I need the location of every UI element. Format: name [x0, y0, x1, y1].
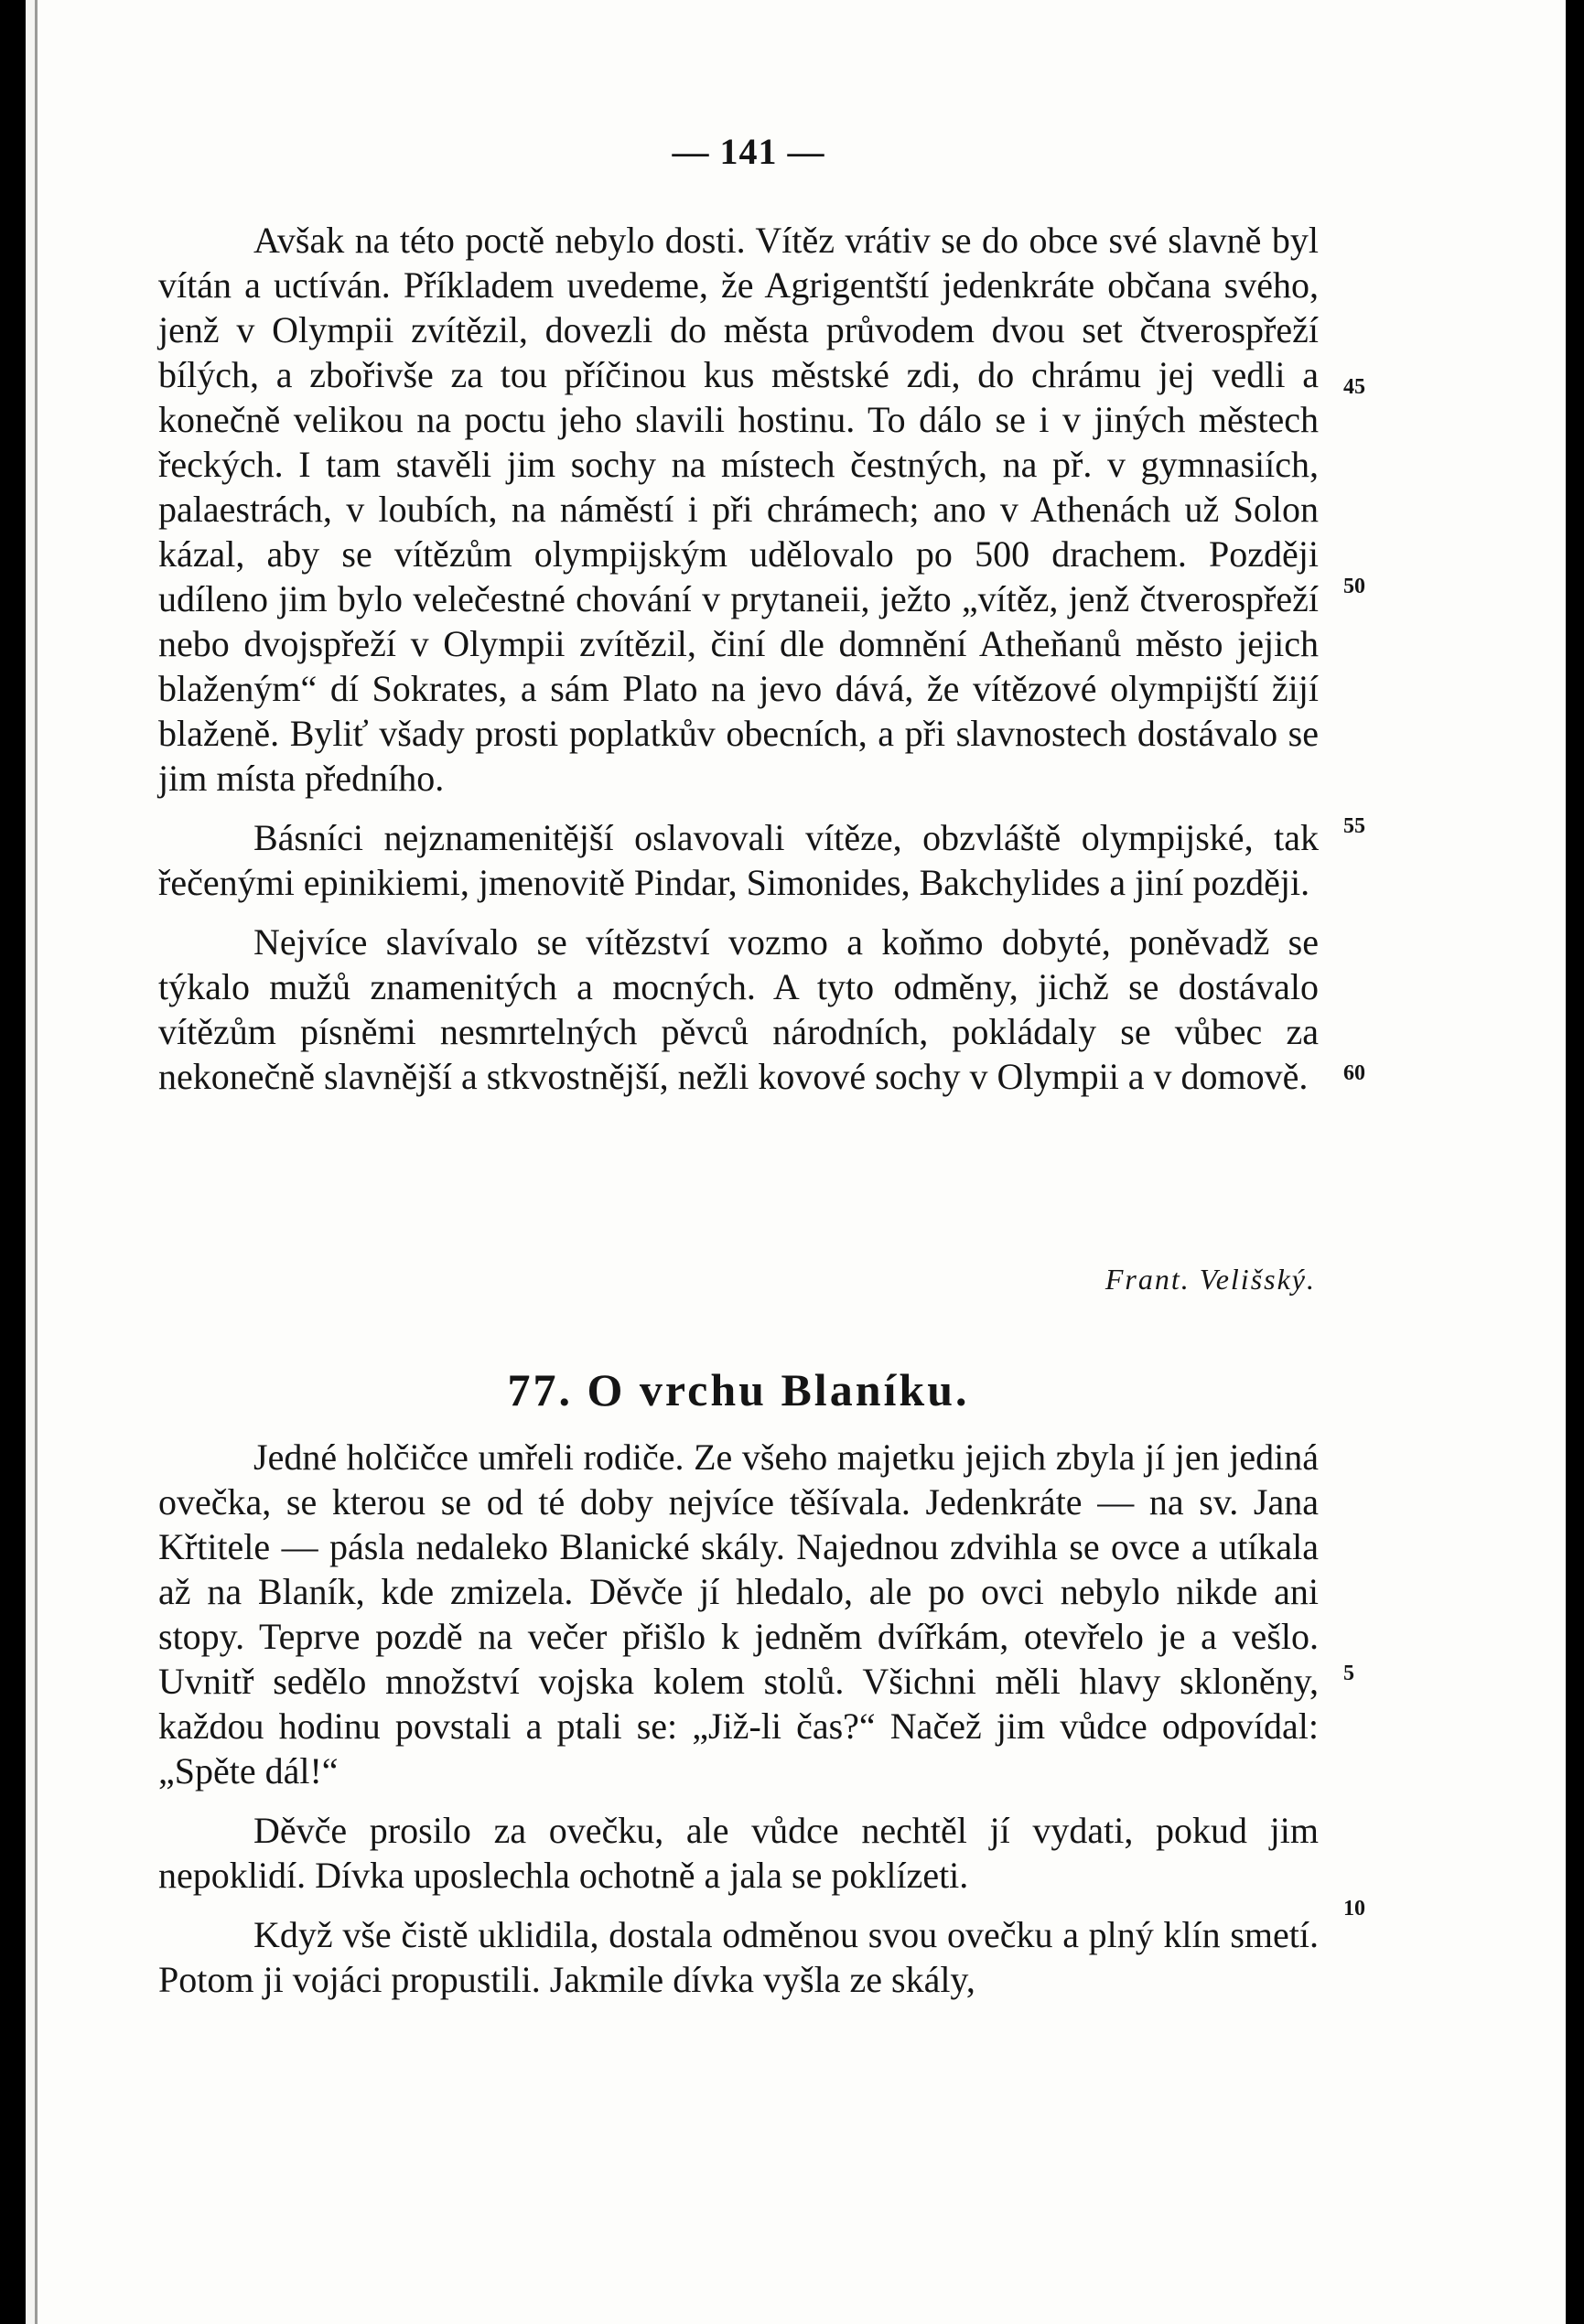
section-title: 77. O vrchu Blaníku.	[507, 1364, 970, 1415]
paragraph: Děvče prosilo za ovečku, ale vůdce nechtěl jí vydati, pokud jim nepoklidí. Dívka uposlechla ochotně a jala se poklízeti.	[158, 1810, 1319, 1896]
paragraph: Jedné holčičce umřeli rodiče. Ze všeho majetku jejich zbyla jí jen jediná ovečka, se kterou se od té doby nejvíce těšívala. Jedenkráte — na sv. Jana Křtitele — pásla nedaleko Blanické skály. Najednou zdvihla se ovce a utíkala až na Blaník, kde zmizela. Děvče jí hledalo, ale po ovci nebylo nikde ani stopy. Teprve pozdě na večer přišlo k jedněm dvířkám, otevřelo je a vešlo. Uvnitř sedělo množství vojska kolem stolů. Všichni měli hlavy skloněny, každou hodinu povstali a ptali se: „Již-li čas?“ Načež jim vůdce odpovídal: „Spěte dál!“	[158, 1436, 1319, 1791]
book-page	[26, 0, 1566, 2324]
paragraph: Když vše čistě uklidila, dostala odměnou svou ovečku a plný klín smetí. Potom ji vojáci propustili. Jakmile dívka vyšla ze skály,	[158, 1914, 1319, 2000]
margin-line-number: 60	[1343, 1061, 1365, 1085]
margin-line-number: 10	[1343, 1897, 1365, 1921]
margin-line-number: 55	[1343, 814, 1365, 838]
section-2-text	[158, 1435, 1319, 2017]
paragraph: Nejvíce slavívalo se vítězství vozmo a koňmo dobyté, poněvadž se týkalo mužů znamenitých a mocných. A tyto odměny, jichž se dostávalo vítězům písněmi nesmrtelných pěvců národních, pokládaly se vůbec za nekonečně slavnější a stkvostnější, nežli kovové sochy v Olympii a v domově.	[158, 921, 1319, 1097]
margin-line-number: 45	[1343, 375, 1365, 399]
margin-line-number: 50	[1343, 575, 1365, 598]
paragraph: Avšak na této poctě nebylo dosti. Vítěz vrátiv se do obce své slavně byl vítán a uctíván. Příkladem uvedeme, že Agrigentští jedenkráte občana svého, jenž v Olympii zvítězil, dovezli do města průvodem dvou set čtverospřeží bílých, a zbořivše za tou příčinou kus městské zdi, do chrámu jej vedli a konečně velikou na poctu jeho slavili hostinu. To dálo se i v jiných městech řeckých. I tam stavěli jim sochy na místech čestných, na př. v gymnasiích, palaestrách, v loubích, na náměstí i při chrámech; ano v Athenách už Solon kázal, aby se vítězům olympijským udělovalo po 500 drachem. Později udíleno jim bylo velečestné chování v prytaneii, ježto „vítěz, jenž čtverospřeží nebo dvojspřeží v Olympii zvítězil, činí dle domnění Atheňanů město jejich blaženým“ dí Sokrates, a sám Plato na jevo dává, že vítězové olympijští žijí blaženě. Byliť všady prosti poplatkův obecních, a při slavnostech dostávalo se jim místa předního.	[158, 220, 1319, 799]
author-signature: Frant. Velišský.	[1104, 1263, 1316, 1296]
page-edge	[26, 0, 38, 2324]
section-1-text	[158, 218, 1319, 1114]
page-number: — 141 —	[672, 131, 825, 172]
margin-line-number: 5	[1343, 1662, 1354, 1685]
paragraph: Básníci nejznamenitější oslavovali vítěze, obzvláště olympijské, tak řečenými epinikiemi, jmenovitě Pindar, Simonides, Bakchylides a jiní později.	[158, 817, 1319, 903]
